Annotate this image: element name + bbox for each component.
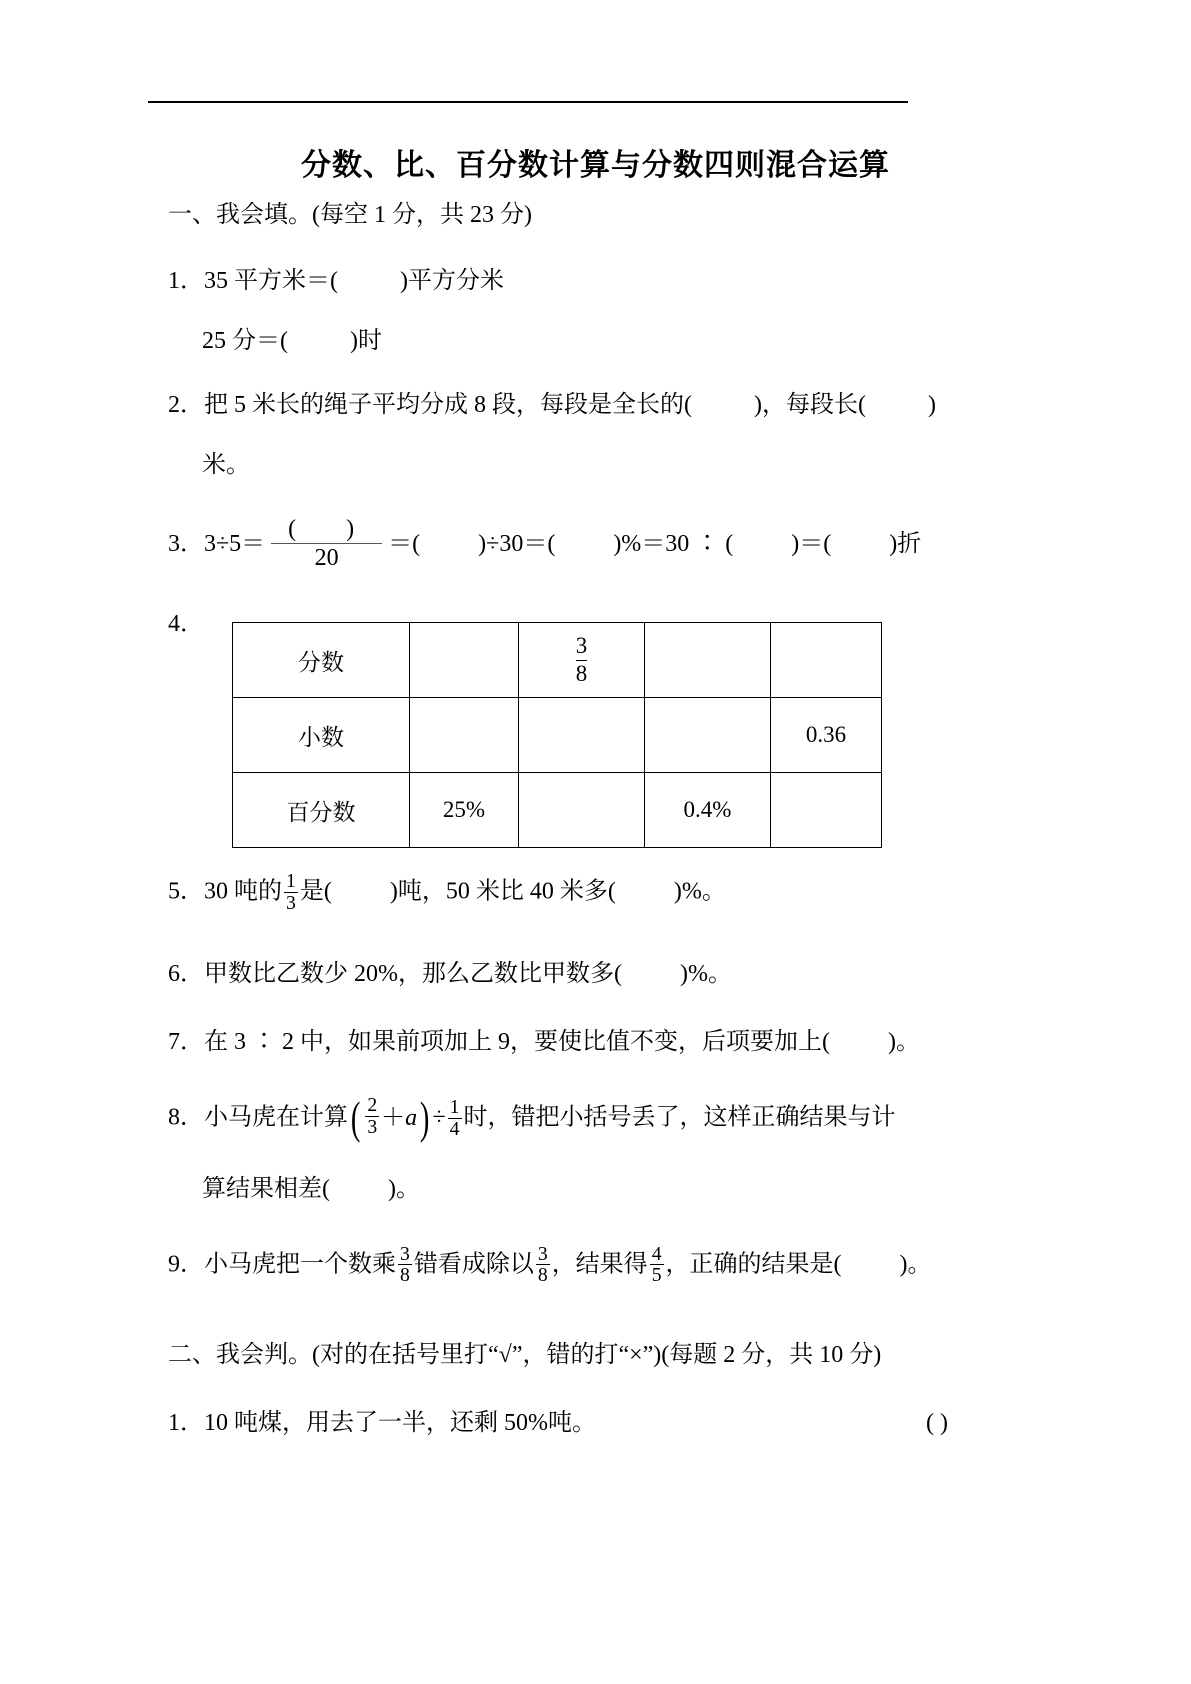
question-2-part-1: 把 5 米长的绳子平均分成 8 段，每段是全长的( bbox=[204, 392, 692, 418]
question-9-mid-1: 错看成除以 bbox=[413, 1251, 534, 1278]
question-5-fraction bbox=[284, 871, 298, 913]
question-2-line2-text: 米。 bbox=[202, 452, 250, 478]
question-8-fraction-2-numerator: 1 bbox=[449, 1096, 460, 1119]
table-row-decimal bbox=[233, 698, 882, 773]
question-8-expression bbox=[348, 1091, 433, 1143]
question-8-pre: 小马虎在计算 bbox=[204, 1105, 348, 1132]
question-1-text-pre: 35 平方米＝( bbox=[204, 268, 338, 294]
question-8-fraction-1 bbox=[365, 1095, 379, 1137]
table-fraction-3-8 bbox=[576, 634, 588, 687]
question-8-fraction-1-numerator: 2 bbox=[367, 1094, 378, 1117]
question-8-variable: a bbox=[405, 1104, 418, 1131]
section-two-heading: 二、我会判。(对的在括号里打“√”，错的打“×”)(每题 2 分，共 10 分) bbox=[168, 1342, 882, 1369]
question-6-number: 6． bbox=[168, 961, 204, 988]
cell-fraction-4 bbox=[771, 623, 882, 698]
question-6 bbox=[168, 962, 968, 986]
question-1-number: 1． bbox=[168, 268, 204, 294]
cell-percent-1: 25% bbox=[410, 773, 519, 848]
question-1 bbox=[168, 269, 968, 293]
cell-percent-2 bbox=[519, 773, 645, 848]
question-9-fraction-2 bbox=[536, 1244, 550, 1286]
question-8-line-2 bbox=[202, 1177, 968, 1201]
section-one-heading: 一、我会填。(每空 1 分，共 23 分) bbox=[168, 202, 532, 228]
question-5-pre: 30 吨的 bbox=[204, 878, 282, 905]
section-two-question-1 bbox=[168, 1411, 948, 1435]
question-1-text-post: )平方分米 bbox=[400, 268, 504, 294]
question-9 bbox=[168, 1242, 968, 1287]
close-paren: ) bbox=[420, 1091, 430, 1143]
section-two-question-1-number: 1． bbox=[168, 1410, 204, 1437]
question-8-plus: ＋ bbox=[381, 1104, 406, 1131]
cell-decimal-1 bbox=[410, 698, 519, 773]
section-two-question-1-answer-bracket: ( ) bbox=[926, 1410, 948, 1437]
question-2-part-3: ) bbox=[927, 392, 936, 418]
question-2-part-2: )，每段长( bbox=[754, 392, 866, 418]
row-label-decimal: 小数 bbox=[233, 698, 410, 773]
question-1b-post: )时 bbox=[350, 328, 382, 354]
cell-fraction-3 bbox=[645, 623, 771, 698]
question-9-mid-2: ，结果得 bbox=[551, 1251, 648, 1278]
question-5-mid: 是( bbox=[299, 878, 332, 905]
cell-percent-3: 0.4% bbox=[645, 773, 771, 848]
cell-fraction-2 bbox=[519, 623, 645, 698]
question-3-number: 3． bbox=[168, 531, 204, 558]
question-4-number: 4． bbox=[168, 611, 204, 637]
question-9-fraction-1-denominator: 8 bbox=[400, 1264, 410, 1287]
question-8-number: 8． bbox=[168, 1105, 204, 1132]
question-7 bbox=[168, 1030, 968, 1054]
question-7-post: )。 bbox=[888, 1029, 920, 1056]
table-row-percent bbox=[233, 773, 882, 848]
question-3 bbox=[168, 516, 968, 572]
question-1-line-2 bbox=[202, 329, 968, 353]
question-3-segment-4: )＝( bbox=[791, 531, 832, 558]
question-6-post: )%。 bbox=[679, 961, 732, 988]
open-paren: ( bbox=[350, 1091, 361, 1143]
question-9-fraction-3 bbox=[650, 1244, 664, 1286]
question-2-line-2 bbox=[202, 453, 968, 477]
cell-decimal-2 bbox=[519, 698, 645, 773]
question-3-fraction bbox=[271, 517, 382, 570]
question-9-fraction-2-denominator: 8 bbox=[537, 1264, 548, 1287]
question-2-number: 2． bbox=[168, 392, 204, 418]
question-3-segment-3: )%＝30 ∶ ( bbox=[613, 531, 734, 558]
question-7-pre: 在 3 ∶ 2 中，如果前项加上 9，要使比值不变，后项要加上( bbox=[204, 1029, 830, 1056]
page-title: 分数、比、百分数计算与分数四则混合运算 bbox=[301, 148, 890, 183]
question-3-fraction-denominator: 20 bbox=[271, 543, 382, 570]
question-8-fraction-2-denominator: 4 bbox=[449, 1118, 460, 1141]
question-5-number: 5． bbox=[168, 878, 204, 905]
header-rule bbox=[148, 101, 908, 103]
cell-fraction-1 bbox=[410, 623, 519, 698]
question-8-divide: ÷ bbox=[432, 1105, 446, 1132]
question-8-post: 时，错把小括号丢了，这样正确结果与计 bbox=[463, 1105, 896, 1132]
question-9-post: ，正确的结果是( bbox=[665, 1251, 842, 1278]
conversion-table bbox=[232, 622, 882, 848]
cell-decimal-3 bbox=[645, 698, 771, 773]
question-3-lead: 3÷5＝ bbox=[204, 531, 266, 558]
question-7-number: 7． bbox=[168, 1029, 204, 1056]
question-8-line2-post: )。 bbox=[388, 1175, 420, 1202]
cell-decimal-4: 0.36 bbox=[771, 698, 882, 773]
question-3-after-fraction: ＝( bbox=[388, 531, 421, 558]
question-9-pre: 小马虎把一个数乘 bbox=[204, 1251, 396, 1278]
question-3-segment-5: )折 bbox=[889, 531, 922, 558]
table-fraction-denominator: 8 bbox=[575, 661, 588, 686]
question-1b-pre: 25 分＝( bbox=[202, 328, 288, 354]
question-5-end: )%。 bbox=[673, 878, 726, 905]
cell-percent-4 bbox=[771, 773, 882, 848]
question-8-fraction-1-denominator: 3 bbox=[367, 1116, 378, 1139]
question-3-segment-2: )÷30＝( bbox=[478, 531, 556, 558]
question-5-fraction-numerator: 1 bbox=[286, 870, 296, 892]
question-9-fraction-1-numerator: 3 bbox=[400, 1242, 410, 1265]
table-row-fraction bbox=[233, 623, 882, 698]
row-label-percent: 百分数 bbox=[233, 773, 410, 848]
question-8-fraction-2 bbox=[448, 1097, 462, 1139]
question-5-fraction-denominator: 3 bbox=[286, 891, 296, 914]
question-9-fraction-3-denominator: 5 bbox=[651, 1264, 662, 1287]
question-9-end: )。 bbox=[899, 1251, 932, 1278]
question-6-pre: 甲数比乙数少 20%，那么乙数比甲数多( bbox=[204, 961, 622, 988]
question-9-fraction-1 bbox=[398, 1244, 412, 1286]
row-label-fraction: 分数 bbox=[233, 623, 410, 698]
question-2 bbox=[168, 393, 968, 417]
question-5-post: )吨，50 米比 40 米多( bbox=[389, 878, 616, 905]
question-5 bbox=[168, 872, 968, 914]
question-9-fraction-2-numerator: 3 bbox=[537, 1242, 548, 1265]
question-3-fraction-numerator: ( ) bbox=[288, 516, 377, 542]
question-8 bbox=[168, 1091, 968, 1143]
table-fraction-numerator: 3 bbox=[575, 633, 588, 659]
question-8-line2-pre: 算结果相差( bbox=[202, 1175, 330, 1202]
question-9-number: 9． bbox=[168, 1251, 204, 1278]
section-two-question-1-text: 10 吨煤，用去了一半，还剩 50%吨。 bbox=[204, 1410, 596, 1437]
question-9-fraction-3-numerator: 4 bbox=[651, 1242, 662, 1265]
